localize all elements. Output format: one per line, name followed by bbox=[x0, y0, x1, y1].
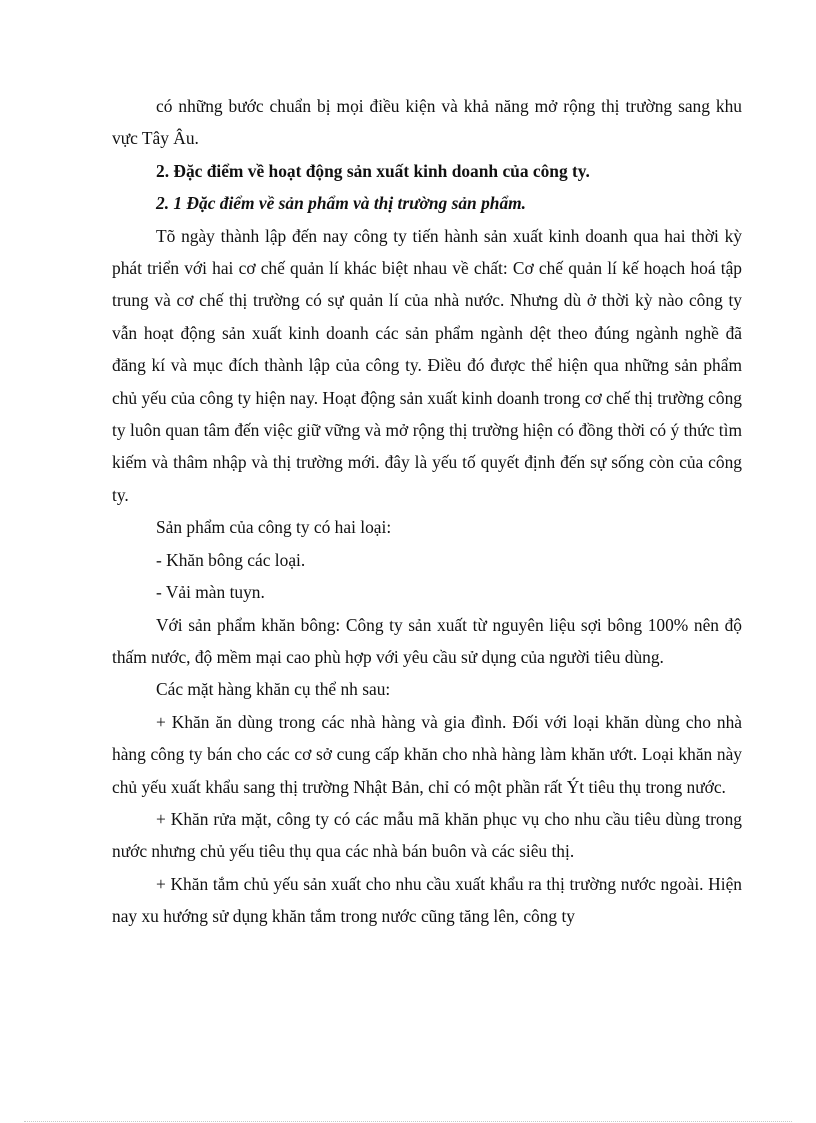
paragraph-bath-towels: + Khăn tắm chủ yếu sản xuất cho nhu cầu xuất khẩu ra thị trường nước ngoài. Hiện nay xu hướng sử dụng khăn tắm trong nước cũng tăng lên, công ty bbox=[112, 873, 742, 927]
paragraph-history: Tõ ngày thành lập đến nay công ty tiến hành sản xuất kinh doanh qua hai thời kỳ phát triển với hai cơ chế quản lí khác biệt nhau về chất: Cơ chế quản lí kế hoạch hoá tập trung và cơ chế thị trường có sự quản lí của nhà nước. Nhưng dù ở thời kỳ nào công ty vẫn hoạt động sản xuất kinh doanh các sản phẩm ngành dệt theo đúng ngành nghề đã đăng kí và mục đích thành lập của công ty. Điều đó được thể hiện qua những sản phẩm chủ yếu của công ty hiện nay. Hoạt động sản xuất kinh doanh trong cơ chế thị trường công ty luôn quan tâm đến việc giữ vững và mở rộng thị trường hiện có đồng thời có ý thức tìm kiếm và thâm nhập và thị trường mới. đây là yếu tố quyết định đến sự sống còn của công ty. bbox=[112, 225, 742, 505]
document-page bbox=[112, 90, 742, 933]
page-bottom-divider bbox=[24, 1121, 792, 1122]
paragraph-towel-list-intro: Các mặt hàng khăn cụ thể nh sau: bbox=[156, 679, 391, 700]
list-item-towels: - Khăn bông các loại. bbox=[156, 549, 306, 570]
list-item-tulle: - Vải màn tuyn. bbox=[156, 582, 265, 603]
paragraph-towel-products: Với sản phẩm khăn bông: Công ty sản xuất từ nguyên liệu sợi bông 100% nên độ thấm nước, độ mềm mại cao phù hợp với yêu cầu sử dụng của người tiêu dùng. bbox=[112, 614, 742, 667]
paragraph-napkins: + Khăn ăn dùng trong các nhà hàng và gia đình. Đối với loại khăn dùng cho nhà hàng công ty bán cho các cơ sở cung cấp khăn cho nhà hàng làm khăn ướt. Loại khăn này chủ yếu xuất khẩu sang thị trường Nhật Bản, chỉ có một phần rất Ýt tiêu thụ trong nước. bbox=[112, 711, 742, 797]
subsection-heading: 2. 1 Đặc điểm về sản phẩm và thị trường sản phẩm. bbox=[156, 193, 527, 214]
section-heading: 2. Đặc điểm về hoạt động sản xuất kinh doanh của công ty. bbox=[156, 160, 590, 181]
paragraph-continuation: có những bước chuẩn bị mọi điều kiện và khả năng mở rộng thị trường sang khu vực Tây Âu. bbox=[112, 96, 742, 149]
paragraph-product-types: Sản phẩm của công ty có hai loại: bbox=[156, 517, 392, 538]
paragraph-face-towels: + Khăn rửa mặt, công ty có các mẫu mã khăn phục vụ cho nhu cầu tiêu dùng trong nước nhưng chủ yếu tiêu thụ qua các nhà bán buôn và các siêu thị. bbox=[112, 808, 742, 862]
